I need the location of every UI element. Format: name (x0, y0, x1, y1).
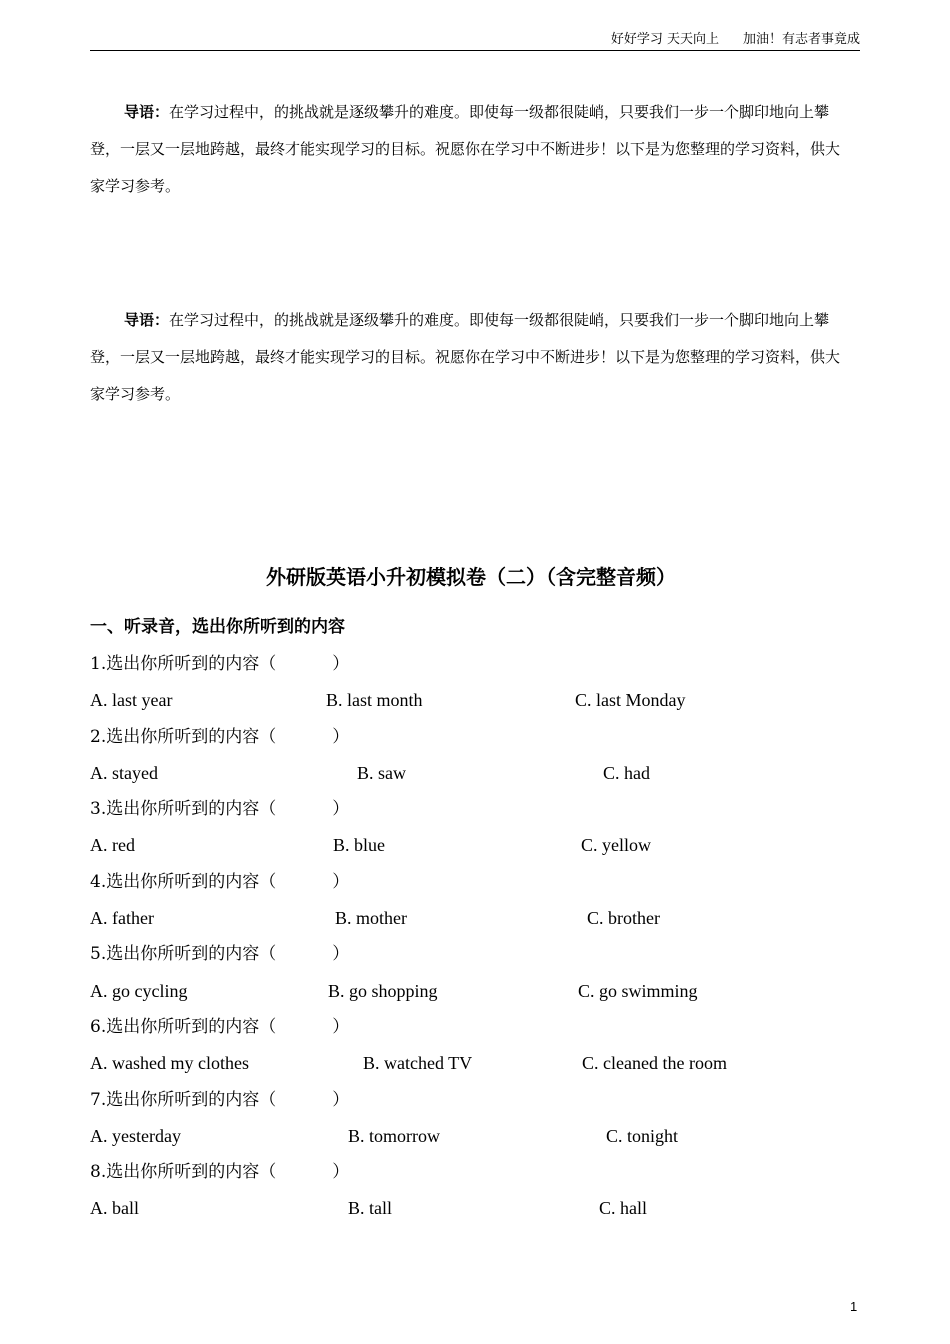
section-heading-listening: 一、听录音，选出你所听到的内容 (90, 617, 345, 637)
header-motto-right: 加油！有志者事竟成 (742, 32, 860, 47)
intro-lead: 导语： (124, 103, 170, 121)
option-a: A. red (90, 835, 135, 856)
question-prompt: 5.选出你所听到的内容（ ） (90, 944, 350, 965)
option-b: B. mother (335, 908, 407, 929)
question-prompt: 7.选出你所听到的内容（ ） (90, 1089, 350, 1110)
option-b: B. blue (333, 835, 385, 856)
option-b: B. saw (357, 762, 406, 783)
exam-title: 外研版英语小升初模拟卷（二）（含完整音频） (266, 565, 676, 589)
option-a: A. yesterday (90, 1125, 181, 1146)
intro-text: 在学习过程中，的挑战就是逐级攀升的难度。即使每一级都很陡峭，只要我们一步一个脚印地向上攀登，一层又一层地跨越，最终才能实现学习的目标。祝愿你在学习中不断进步！以下是为您整理的学习资料，供大家学习参考。 (90, 103, 841, 195)
option-row (90, 1118, 860, 1154)
option-c: C. last Monday (575, 690, 686, 711)
option-a: A. washed my clothes (90, 1053, 249, 1074)
option-a: A. stayed (90, 762, 158, 783)
option-a: A. father (90, 908, 154, 929)
option-row (90, 900, 860, 936)
header-motto-left: 好好学习 天天向上 (610, 32, 719, 47)
option-c: C. hall (599, 1198, 647, 1219)
intro-text: 在学习过程中，的挑战就是逐级攀升的难度。即使每一级都很陡峭，只要我们一步一个脚印地向上攀登，一层又一层地跨越，最终才能实现学习的目标。祝愿你在学习中不断进步！以下是为您整理的学习资料，供大家学习参考。 (90, 311, 841, 403)
option-b: B. go shopping (328, 980, 438, 1001)
intro-paragraph-1 (90, 94, 852, 205)
option-c: C. had (603, 762, 650, 783)
option-b: B. watched TV (363, 1053, 473, 1074)
option-row (90, 1190, 860, 1226)
option-row (90, 682, 860, 718)
page-header (90, 32, 860, 51)
intro-paragraph-2 (90, 302, 852, 413)
option-b: B. tall (348, 1198, 392, 1219)
question-prompt: 6.选出你所听到的内容（ ） (90, 1016, 350, 1037)
option-a: A. ball (90, 1198, 139, 1219)
option-c: C. cleaned the room (582, 1053, 727, 1074)
intro-lead: 导语： (124, 311, 170, 329)
option-row (90, 1045, 860, 1081)
option-c: C. yellow (581, 835, 651, 856)
question-prompt: 3.选出你所听到的内容（ ） (90, 799, 350, 820)
question-prompt: 8.选出你所听到的内容（ ） (90, 1162, 350, 1183)
question-prompt: 1.选出你所听到的内容（ ） (90, 654, 350, 674)
option-row (90, 827, 860, 863)
page-number: 1 (850, 1299, 858, 1314)
option-row (90, 973, 860, 1009)
option-c: C. brother (587, 908, 660, 929)
option-a: A. go cycling (90, 980, 188, 1001)
option-b: B. tomorrow (348, 1125, 440, 1146)
option-c: C. tonight (606, 1125, 679, 1146)
option-row (90, 755, 860, 791)
question-list (90, 646, 860, 1227)
question-prompt: 2.选出你所听到的内容（ ） (90, 726, 350, 747)
option-c: C. go swimming (578, 980, 698, 1001)
option-a: A. last year (90, 690, 173, 711)
option-b: B. last month (326, 690, 423, 711)
question-prompt: 4.选出你所听到的内容（ ） (90, 871, 350, 892)
